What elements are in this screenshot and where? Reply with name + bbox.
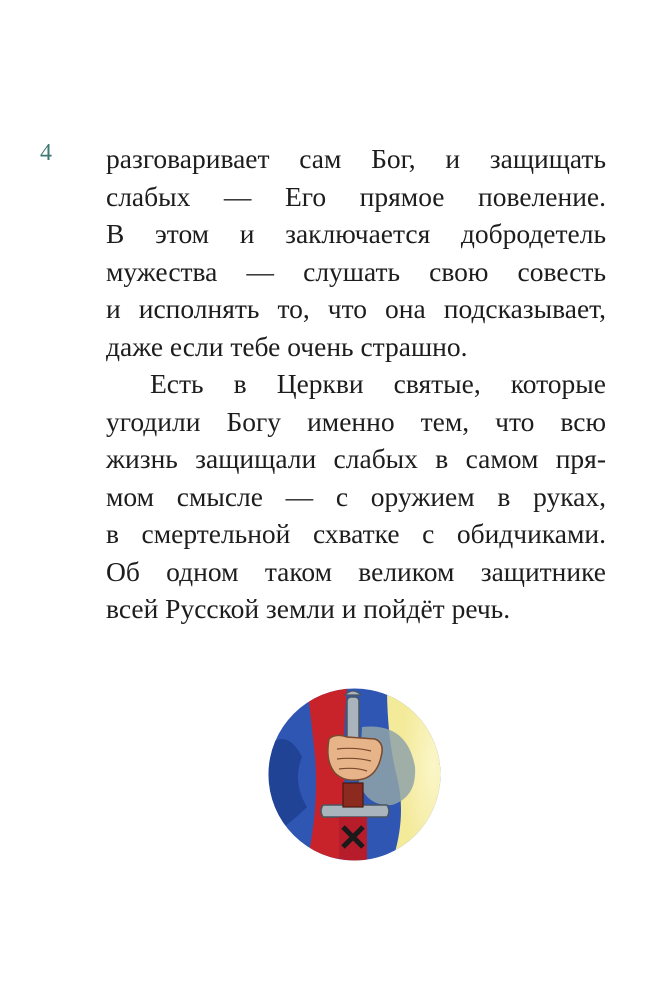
- text-line: угодили Богу именно тем, что всю: [106, 405, 606, 437]
- text-line: всей Русской земли и пойдёт речь.: [106, 593, 511, 624]
- text-line: слабых — Его прямое повеление.: [106, 180, 606, 212]
- text-line: В этом и заключается добродетель: [106, 218, 606, 249]
- sword-hand-vignette: [267, 687, 442, 862]
- text-line: мужества — слушать свою совесть: [106, 255, 606, 287]
- text-line: и исполнять то, что она подсказывает,: [106, 293, 606, 324]
- sword-hilt-wrap: [343, 783, 363, 807]
- text-line: разговаривает сам Бог, и защищать: [106, 143, 606, 174]
- text-line: в смертельной схватке с обидчиками.: [106, 518, 606, 549]
- text-line: мом смысле — с оружием в руках,: [106, 480, 606, 512]
- text-line: Об одном таком великом защитнике: [106, 555, 606, 587]
- text-line: даже если тебе очень страшно.: [106, 330, 468, 362]
- page-number: 4: [40, 140, 52, 166]
- text-line: жизнь защищали слабых в самом пря-: [106, 443, 606, 474]
- body-text: [106, 140, 606, 628]
- paragraph-first-line: Есть в Церкви святые, которые: [150, 368, 606, 399]
